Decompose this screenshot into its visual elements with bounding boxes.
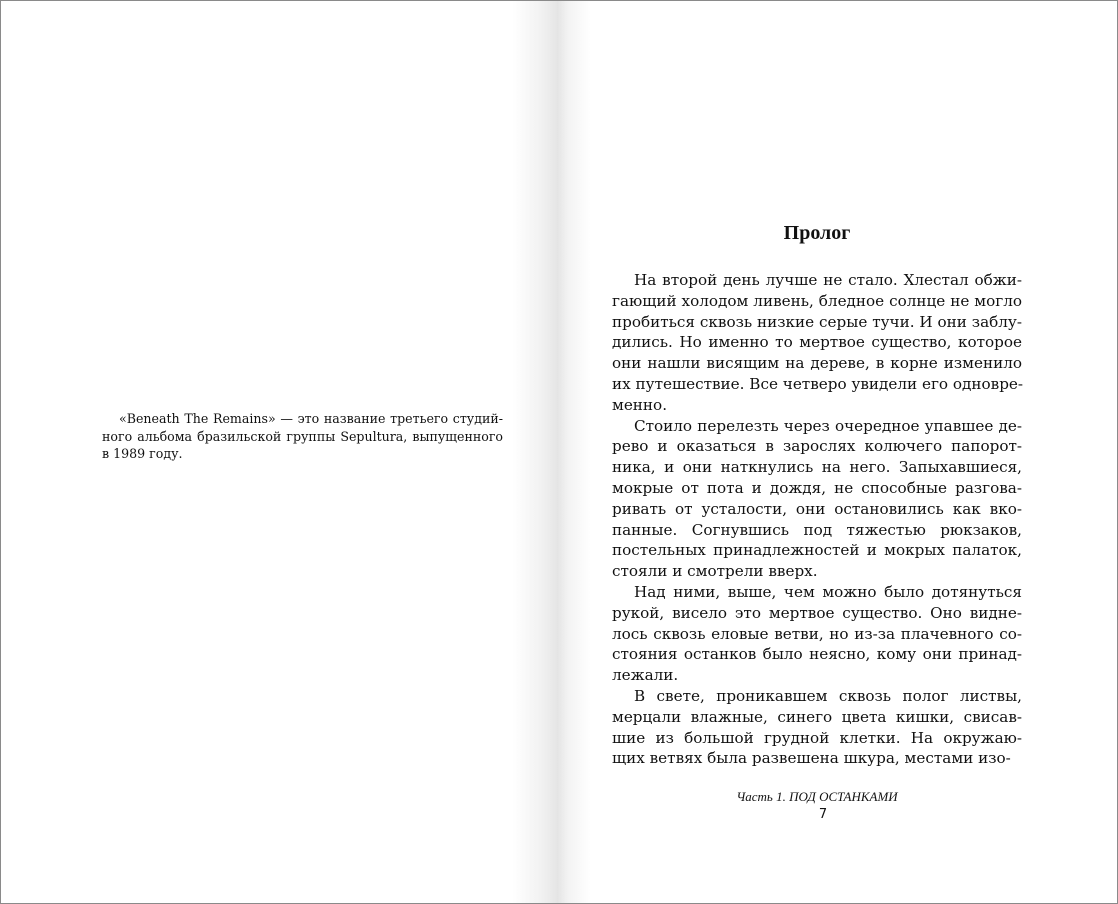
text-line: стояния останков было неясно, кому они принад- [612,645,1022,664]
text-line: дились. Но именно то мертвое существо, которое [612,333,1022,352]
text-line: мерцали влажные, синего цвета кишки, свисав- [612,707,1022,726]
text-line: лось сквозь еловые ветви, но из-за плачевного со- [612,624,1022,643]
text-line: Стоило перелезть через очередное упавшее де- [634,416,1022,435]
text-line: рукой, висело это мертвое существо. Оно видне- [612,603,1022,622]
page-number: 7 [818,807,828,822]
footnote-line: в 1989 году. [102,446,183,461]
chapter-body [612,270,1022,769]
paragraph [612,416,1022,582]
text-line: Над ними, выше, чем можно было дотянуться [634,582,1022,601]
text-line: панные. Согнувшись под тяжестью рюкзаков, [612,520,1022,539]
footnote [102,410,503,463]
left-page[interactable] [1,1,557,903]
paragraph [612,686,1022,769]
text-line: они нашли висящим на дереве, в корне изменило [612,354,1022,373]
chapter-title: Пролог [783,222,851,244]
right-page[interactable] [557,1,1117,903]
text-line: постельных принадлежностей и мокрых палаток, [612,541,1022,560]
text-line: менно. [612,395,668,414]
running-footer: Часть 1. ПОД ОСТАНКАМИ [736,789,898,804]
text-line: В свете, проникавшем сквозь полог листвы, [634,686,1022,705]
footnote-line: ного альбома бразильской группы Sepultura, выпущенного [102,428,503,444]
text-line: их путешествие. Все четверо увидели его одновре- [612,374,1024,393]
paragraph [612,270,1022,416]
paragraph [612,582,1022,686]
text-line: На второй день лучше не стало. Хлестал обжи- [634,271,1022,289]
footnote-line: «Beneath The Remains» — это название третьего студий- [119,411,503,426]
text-line: рево и оказаться в зарослях колючего папорот- [612,437,1022,456]
text-line: щих ветвях была развешена шкура, местами изо- [612,749,1011,768]
text-line: пробиться сквозь низкие серые тучи. И они заблу- [612,312,1022,331]
text-line: мокрые от пота и дождя, не способные разгова- [612,478,1022,497]
text-line: шие из большой грудной клетки. На окружаю- [612,728,1022,747]
text-line: стояли и смотрели вверх. [612,562,818,581]
text-line: лежали. [612,666,679,685]
text-line: гающий холодом ливень, бледное солнце не могло [612,291,1022,310]
text-line: ника, и они наткнулись на него. Запыхавшиеся, [612,458,1022,477]
text-line: ривать от усталости, они остановились как вко- [612,499,1022,518]
